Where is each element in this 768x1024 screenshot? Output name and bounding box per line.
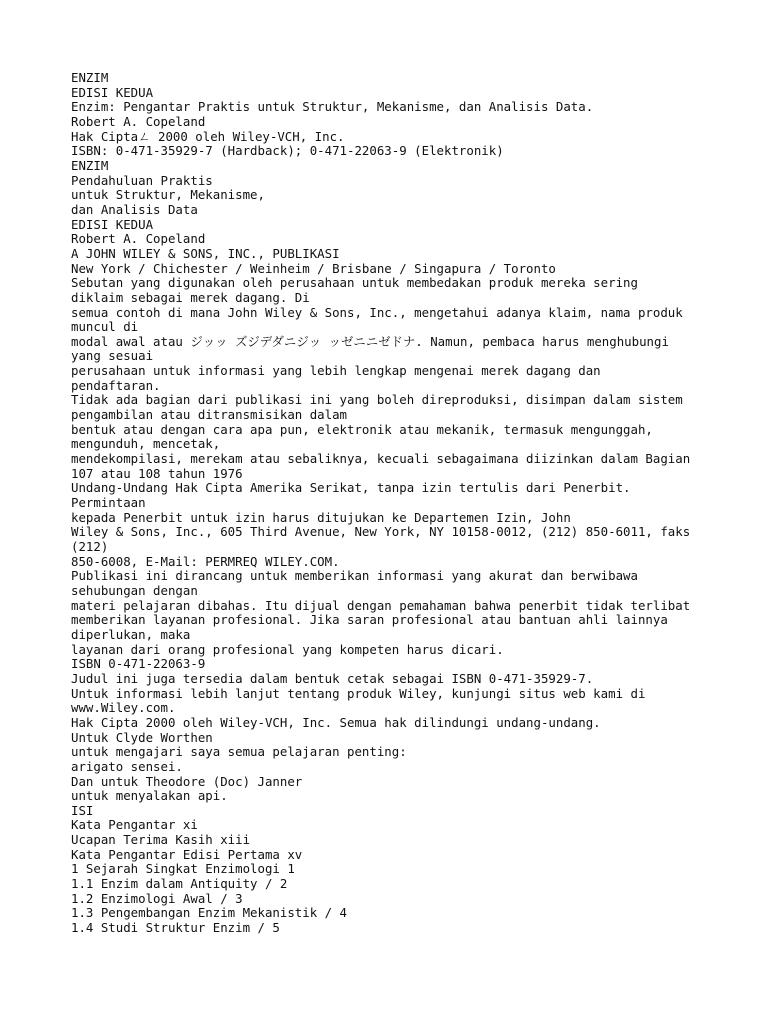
text-line: diklaim sebagai merek dagang. Di: [71, 289, 310, 305]
text-line: Enzim: Pengantar Praktis untuk Struktur, Mekanisme, dan Analisis Data.: [71, 99, 594, 115]
text-line: www.Wiley.com.: [71, 700, 176, 716]
text-line: Undang-Undang Hak Cipta Amerika Serikat, tanpa izin tertulis dari Penerbit.: [71, 480, 631, 496]
text-line: arigato sensei.: [71, 758, 183, 774]
document-page: [71, 71, 711, 936]
text-line: muncul di: [71, 319, 139, 335]
text-line: ISBN 0-471-22063-9: [71, 656, 206, 672]
text-line: Sebutan yang digunakan oleh perusahaan untuk membedakan produk mereka sering: [71, 275, 638, 291]
text-line: 850-6008, E-Mail: PERMREQ WILEY.COM.: [71, 553, 340, 569]
text-line: pengambilan atau ditransmisikan dalam: [71, 407, 348, 423]
text-line: Hak Cipta 2000 oleh Wiley-VCH, Inc. Semua hak dilindungi undang-undang.: [71, 714, 601, 730]
text-line: Permintaan: [71, 495, 146, 511]
text-line: 1.3 Pengembangan Enzim Mekanistik / 4: [71, 905, 348, 921]
text-line: kepada Penerbit untuk izin harus ditujukan ke Departemen Izin, John: [71, 509, 571, 525]
text-line: diperlukan, maka: [71, 626, 191, 642]
text-line: Kata Pengantar xi: [71, 817, 198, 833]
text-line: Untuk informasi lebih lanjut tentang produk Wiley, kunjungi situs web kami di: [71, 685, 646, 701]
text-line: Ucapan Terima Kasih xiii: [71, 832, 251, 848]
text-line: Untuk Clyde Worthen: [71, 729, 213, 745]
text-line: mendekompilasi, merekam atau sebaliknya, kecuali sebagaimana diizinkan dalam Bagian: [71, 451, 691, 467]
text-line: untuk menyalakan api.: [71, 788, 228, 804]
text-line: Wiley & Sons, Inc., 605 Third Avenue, New York, NY 10158-0012, (212) 850-6011, faks: [71, 524, 691, 540]
text-line: sehubungan dengan: [71, 582, 198, 598]
text-line: ISBN: 0-471-35929-7 (Hardback); 0-471-22063-9 (Elektronik): [71, 143, 504, 159]
text-line: perusahaan untuk informasi yang lebih lengkap mengenai merek dagang dan: [71, 363, 601, 379]
text-line: mengunduh, mencetak,: [71, 436, 221, 452]
text-line: materi pelajaran dibahas. Itu dijual dengan pemahaman bahwa penerbit tidak terlibat: [71, 597, 691, 613]
text-line: (212): [71, 539, 109, 554]
text-line: modal awal atau ジッッ ズジデダニジッ ッゼニニゼドナ. Namun, pembaca harus menghubungi: [71, 333, 669, 349]
text-line: untuk Struktur, Mekanisme,: [71, 187, 265, 203]
text-line: Tidak ada bagian dari publikasi ini yang boleh direproduksi, disimpan dalam sistem: [71, 392, 683, 408]
text-line: ISI: [71, 802, 94, 818]
text-line: 1.4 Studi Struktur Enzim / 5: [71, 920, 280, 936]
text-line: bentuk atau dengan cara apa pun, elektronik atau mekanik, termasuk mengunggah,: [71, 421, 653, 437]
text-line: Judul ini juga tersedia dalam bentuk cetak sebagai ISBN 0-471-35929-7.: [71, 670, 594, 686]
text-line: EDISI KEDUA: [71, 216, 154, 232]
text-line: Robert A. Copeland: [71, 231, 206, 247]
text-line: Robert A. Copeland: [71, 113, 206, 129]
text-line: ENZIM: [71, 157, 109, 173]
text-line: layanan dari orang profesional yang kompeten harus dicari.: [71, 641, 504, 657]
text-line: pendaftaran.: [71, 377, 161, 393]
text-line: 1.1 Enzim dalam Antiquity / 2: [71, 876, 288, 892]
text-line: A JOHN WILEY & SONS, INC., PUBLIKASI: [71, 245, 340, 261]
text-line: memberikan layanan profesional. Jika saran profesional atau bantuan ahli lainnya: [71, 612, 668, 628]
text-line: dan Analisis Data: [71, 201, 198, 217]
text-line: Kata Pengantar Edisi Pertama xv: [71, 846, 303, 862]
text-line: untuk mengajari saya semua pelajaran penting:: [71, 744, 407, 760]
text-line: 1.2 Enzimologi Awal / 3: [71, 890, 243, 906]
text-line: yang sesuai: [71, 348, 154, 364]
text-line: 107 atau 108 tahun 1976: [71, 465, 243, 481]
text-line: New York / Chichester / Weinheim / Brisbane / Singapura / Toronto: [71, 260, 556, 276]
text-line: EDISI KEDUA: [71, 84, 154, 100]
text-line: Dan untuk Theodore (Doc) Janner: [71, 773, 303, 789]
text-line: Pendahuluan Praktis: [71, 172, 213, 188]
text-line: 1 Sejarah Singkat Enzimologi 1: [71, 861, 295, 877]
text-line: semua contoh di mana John Wiley & Sons, Inc., mengetahui adanya klaim, nama produk: [71, 304, 683, 320]
text-line: Hak Ciptaㄥ 2000 oleh Wiley-VCH, Inc.: [71, 128, 345, 144]
text-line: ENZIM: [71, 70, 109, 85]
text-line: Publikasi ini dirancang untuk memberikan informasi yang akurat dan berwibawa: [71, 568, 638, 584]
